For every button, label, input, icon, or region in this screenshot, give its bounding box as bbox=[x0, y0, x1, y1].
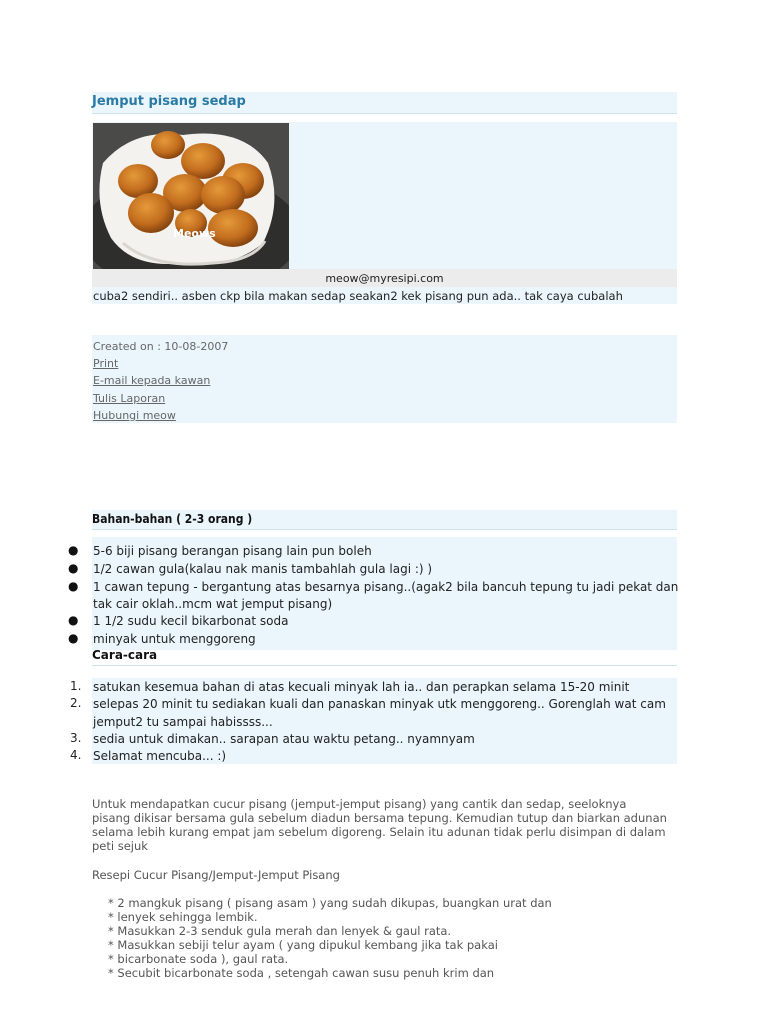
ingredient-item: 1 cawan tepung - bergantung atas besarnya pisang..(agak2 bila bancuh tepung tu jadi pekat dan bbox=[93, 580, 679, 594]
second-recipe-line: * bicarbonate soda ), gaul rata. bbox=[108, 952, 289, 966]
steps-divider bbox=[92, 665, 677, 666]
photo-watermark: Meows bbox=[173, 227, 216, 240]
tips-paragraph-line: Untuk mendapatkan cucur pisang (jemput-jemput pisang) yang cantik dan sedap, seeloknya bbox=[92, 797, 627, 811]
second-recipe-line: * 2 mangkuk pisang ( pisang asam ) yang sudah dikupas, buangkan urat dan bbox=[108, 896, 552, 910]
second-recipe-line: * Masukkan 2-3 senduk gula merah dan lenyek & gaul rata. bbox=[108, 924, 452, 938]
step-item: sedia untuk dimakan.. sarapan atau waktu petang.. nyamnyam bbox=[93, 732, 475, 746]
second-recipe-line: * Masukkan sebiji telur ayam ( yang dipukul kembang jika tak pakai bbox=[108, 938, 498, 952]
contact-link[interactable]: Hubungi meow bbox=[93, 409, 176, 422]
bullet-icon: ● bbox=[68, 631, 79, 645]
bullet-icon: ● bbox=[68, 561, 79, 575]
recipe-description: cuba2 sendiri.. asben ckp bila makan sedap seakan2 kek pisang pun ada.. tak caya cubalah bbox=[93, 289, 623, 303]
ingredient-item: 1 1/2 sudu kecil bikarbonat soda bbox=[93, 614, 289, 628]
bullet-icon: ● bbox=[68, 543, 79, 557]
ingredient-item-continued: tak cair oklah..mcm wat jemput pisang) bbox=[93, 597, 333, 611]
step-number: 3. bbox=[70, 731, 82, 745]
ingredient-item: 1/2 cawan gula(kalau nak manis tambahlah gula lagi :) ) bbox=[93, 562, 433, 576]
steps-heading: Cara-cara bbox=[92, 648, 158, 662]
step-item: selepas 20 minit tu sediakan kuali dan panaskan minyak utk menggoreng.. Gorenglah wat cam bbox=[93, 697, 666, 711]
ingredient-item: minyak untuk menggoreng bbox=[93, 632, 256, 646]
ingredient-item: 5-6 biji pisang berangan pisang lain pun boleh bbox=[93, 544, 372, 558]
second-recipe-line: * Secubit bicarbonate soda , setengah cawan susu penuh krim dan bbox=[108, 966, 495, 980]
tips-paragraph-line: selama lebih kurang empat jam sebelum digoreng. Selain itu adunan tidak perlu disimpan di dalam bbox=[92, 825, 666, 839]
email-friend-link[interactable]: E-mail kepada kawan bbox=[93, 374, 211, 387]
bullet-icon: ● bbox=[68, 579, 79, 593]
tips-paragraph-line: peti sejuk bbox=[92, 839, 148, 853]
author-email: meow@myresipi.com bbox=[325, 272, 444, 285]
report-link[interactable]: Tulis Laporan bbox=[93, 392, 166, 405]
print-link[interactable]: Print bbox=[93, 357, 119, 370]
recipe-photo bbox=[93, 123, 289, 269]
step-item-continued: jemput2 tu sampai habissss... bbox=[93, 715, 273, 729]
second-recipe-title: Resepi Cucur Pisang/Jemput-Jemput Pisang bbox=[92, 868, 340, 882]
step-number: 2. bbox=[70, 696, 82, 710]
step-number: 1. bbox=[70, 679, 82, 693]
step-item: Selamat mencuba... :) bbox=[93, 749, 227, 763]
ingredients-heading: Bahan-bahan ( 2-3 orang ) bbox=[92, 512, 253, 526]
step-item: satukan kesemua bahan di atas kecuali minyak lah ia.. dan perapkan selama 15-20 minit bbox=[93, 680, 630, 694]
bullet-icon: ● bbox=[68, 613, 79, 627]
second-recipe-line: * lenyek sehingga lembik. bbox=[108, 910, 258, 924]
step-number: 4. bbox=[70, 748, 82, 762]
created-date: Created on : 10-08-2007 bbox=[93, 340, 229, 353]
tips-paragraph-line: pisang dikisar bersama gula sebelum diadun bersama tepung. Kemudian tutup dan biarkan adunan bbox=[92, 811, 667, 825]
recipe-title: Jemput pisang sedap bbox=[92, 94, 246, 109]
